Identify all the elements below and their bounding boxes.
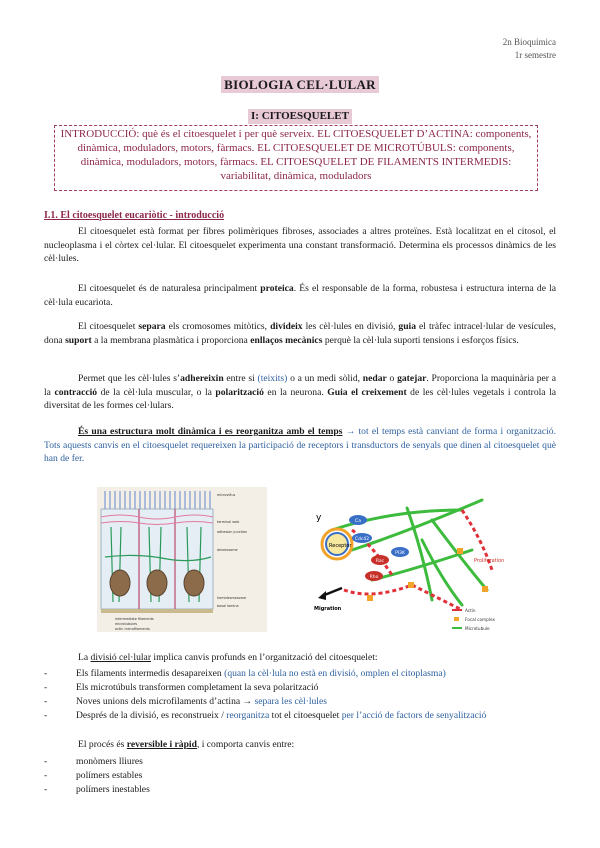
nucleus-shape bbox=[147, 570, 167, 596]
document-title: BIOLOGIA CEL·LULAR bbox=[221, 76, 379, 93]
nucleus-shape bbox=[184, 570, 204, 596]
signaling-figure bbox=[312, 490, 512, 638]
fig1-legend: microtubules bbox=[115, 622, 138, 626]
paragraph-2: El citoesquelet és de naturalesa principalment proteica. És el responsable de la forma, robustesa i estructura interna de la cèl·lula eucariota. bbox=[44, 283, 556, 308]
list-item: - Els filaments intermedis desapareixen (quan la cèl·lula no està en divisió, omplen el citoplasma) bbox=[44, 668, 446, 679]
paragraph-6: La divisió cel·lular implica canvis profunds en l’organització del citoesquelet: bbox=[78, 652, 378, 663]
fig2-node: Cdc42 bbox=[354, 537, 370, 542]
chapter-title: I: CITOESQUELET bbox=[248, 109, 352, 124]
paragraph-7: El procés és reversible i ràpid, i comporta canvis entre: bbox=[78, 739, 295, 750]
section-heading: I.1. El citoesquelet eucariòtic - introducció bbox=[44, 210, 225, 221]
fig1-label: adhesion junction bbox=[217, 530, 248, 534]
fig2-node: PI3K bbox=[395, 551, 405, 556]
fig1-label: hemidesmosome bbox=[217, 596, 247, 600]
list-item: - polímers inestables bbox=[44, 784, 150, 795]
page-header bbox=[503, 36, 556, 62]
polymer-states-list bbox=[44, 755, 564, 797]
paragraph-5: És una estructura molt dinàmica i es reorganitza amb el temps → tot el temps està canviant de forma i organització. Tots aquests canvis en el citoesquelet requereixen la participació de receptors i transductors de senyals que dinen al citoesquelet què han de fer. bbox=[44, 426, 556, 464]
fig1-legend: actin microfilaments bbox=[115, 627, 150, 631]
list-item: - polímers estables bbox=[44, 770, 143, 781]
fig1-label: basal lamina bbox=[217, 604, 239, 608]
fig2-node: Rac bbox=[375, 559, 385, 564]
fig2-label: Migration bbox=[314, 606, 342, 612]
fig2-legend: Actin bbox=[465, 608, 476, 613]
fig1-label: desmosome bbox=[217, 548, 238, 552]
fig2-label: y bbox=[316, 513, 322, 523]
fig2-legend: Focal complex bbox=[465, 617, 495, 622]
list-item: - Noves unions dels microfilaments d’actina → separa les cèl·lules bbox=[44, 696, 327, 707]
intro-box: INTRODUCCIÓ: què és el citoesquelet i per què serveix. EL CITOESQUELET D’ACTINA: components, dinàmica, moduladors, motors, fàrmacs. EL CITOESQUELET DE MICROTÚBULS: components, dinàmica, moduladors, motors, fàrmacs. EL CITOESQUELET DE FILAMENTS INTERMEDIS: variabilitat, dinàmica, moduladors bbox=[54, 125, 538, 191]
fig2-node: Ca bbox=[355, 519, 361, 524]
division-changes-list bbox=[44, 667, 564, 723]
paragraph-1: El citoesquelet està format per fibres polimèriques fibroses, associades a altres proteïnes. Està localitzat en el citosol, el nucleoplasma i el còrtex cel·lular. El citoesquelet experimenta una constant transformació. Determina els processos dinàmics de les cèl·lules. bbox=[44, 226, 556, 264]
fig2-label: Proliferation bbox=[474, 558, 505, 564]
list-item: - monòmers lliures bbox=[44, 756, 143, 767]
nucleus-shape bbox=[110, 570, 130, 596]
fig1-label: microvillus bbox=[217, 493, 236, 497]
list-item: - Els microtúbuls transformen completament la seva polarització bbox=[44, 682, 319, 693]
paragraph-4: Permet que les cèl·lules s’adhereixin entre si (teixits) o a un medi sòlid, nedar o gatejar. Proporciona la maquinària per a la contracció de la cèl·lula muscular, o la polarització en la neurona. Guia el creixement de les cèl·lules vegetals i controla la diversitat de les formes cel·lulars. bbox=[44, 373, 557, 411]
fig2-node: Rho bbox=[369, 575, 379, 580]
fig1-label: terminal web bbox=[217, 520, 240, 524]
paragraph-3: El citoesquelet separa els cromosomes mitòtics, divideix les cèl·lules en divisió, guia el tràfec intracel·lular de vesícules, dona suport a la membrana plasmàtica i proporciona enllaços mecànics perquè la cèl·lula suporti tensions i esforços físics. bbox=[44, 321, 556, 346]
fig2-legend: Microtubule bbox=[465, 626, 490, 631]
fig2-label: Receptor bbox=[329, 543, 352, 549]
epithelium-figure bbox=[97, 487, 267, 632]
list-item: - Després de la divisió, es reconstrueix / reorganitza tot el citoesquelet per l’acció de factors de senyalització bbox=[44, 710, 487, 721]
fig1-legend: intermediate filaments bbox=[115, 617, 154, 621]
header-course: 2n Bioquímica bbox=[502, 37, 556, 47]
header-semester: 1r semestre bbox=[514, 50, 556, 60]
